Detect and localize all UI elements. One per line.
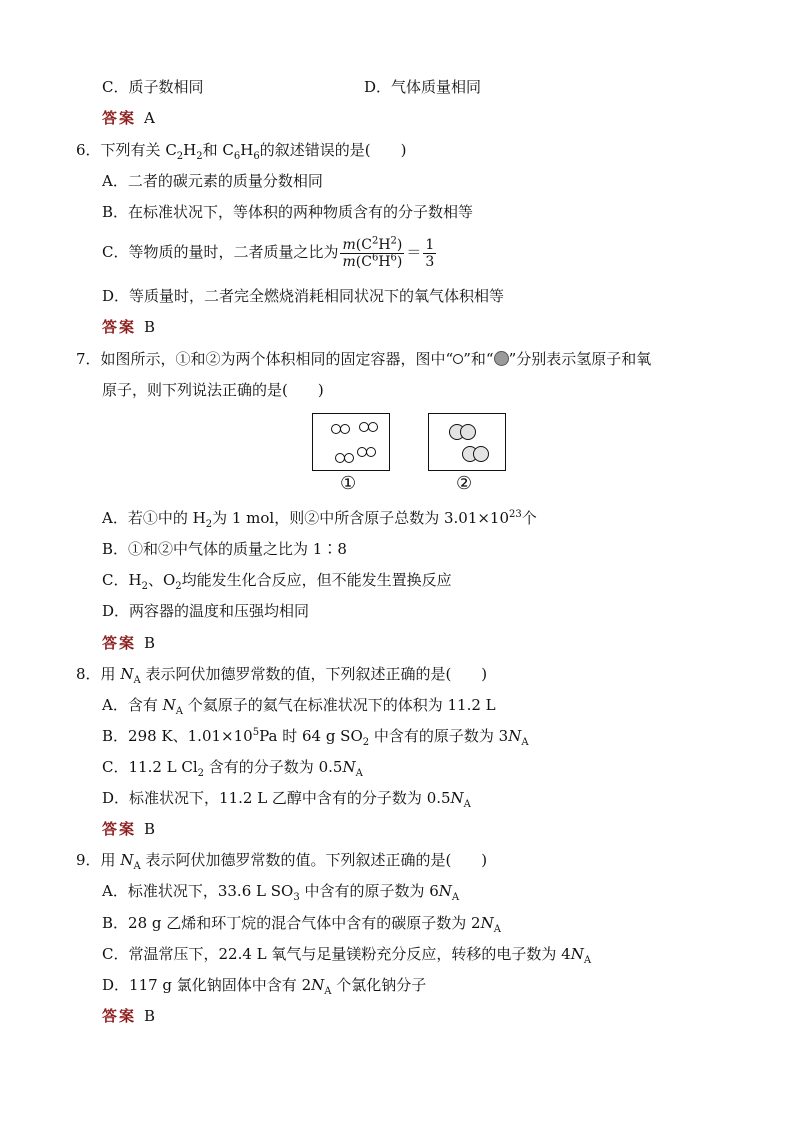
q9-stem: 9．用 $N_A$ 表示阿伏加德罗常数的值。下列叙述正确的是( ) xyxy=(76,851,488,872)
q8-option-c: C．11.2 L $Cl_2$ 含有的分子数为 $0.5N_A$ xyxy=(102,758,363,779)
hydrogen-atom xyxy=(344,453,354,463)
container-2 xyxy=(428,413,506,471)
q9-option-a: A．标准状况下，33.6 L $SO_3$ 中含有的原子数为 $6N_A$ xyxy=(102,882,460,903)
q5-answer xyxy=(102,108,155,128)
ratio-value-fraction: $\frac{1}{3}$ xyxy=(425,236,435,270)
q6-option-d: D．等质量时，二者完全燃烧消耗相同状况下的氧气体积相等 xyxy=(102,287,505,305)
hydrogen-atom-icon xyxy=(453,354,463,364)
container-1-label: ① xyxy=(340,473,357,494)
answer-label: 答案 xyxy=(102,634,137,652)
oxygen-atom xyxy=(460,424,476,440)
q6-stem: 6．下列有关 $C_2H_2$和 $C_6H_6$的叙述错误的是( ) xyxy=(76,141,407,162)
mass-ratio-fraction: $\frac{m(C^2H^2)}{m(C^6H^6)}$ xyxy=(342,234,403,270)
hydrogen-atom xyxy=(368,422,378,432)
answer-label: 答案 xyxy=(102,318,137,336)
q9-option-b: B．28 g 乙烯和环丁烷的混合气体中含有的碳原子数为 $2N_A$ xyxy=(102,914,501,935)
q6-option-a: A．二者的碳元素的质量分数相同 xyxy=(102,172,323,190)
q9-answer xyxy=(102,1006,155,1026)
answer-label: 答案 xyxy=(102,820,137,838)
hydrogen-atom xyxy=(340,424,350,434)
answer-label: 答案 xyxy=(102,1007,137,1025)
q6-option-b: B．在标准状况下，等体积的两种物质含有的分子数相等 xyxy=(102,203,474,221)
q6-answer xyxy=(102,317,155,337)
container-1 xyxy=(312,413,390,471)
q5-option-d: D．气体质量相同 xyxy=(364,78,482,96)
q8-option-a: A．含有 $N_A$ 个氦原子的氦气在标准状况下的体积为 11.2 L xyxy=(102,696,496,717)
answer-value: B xyxy=(144,318,156,336)
q9-option-d: D．117 g 氯化钠固体中含有 $2N_A$ 个氯化钠分子 xyxy=(102,976,427,997)
q7-option-a: A．若①中的 $H_2$为 1 mol，则②中所含原子总数为 $3.01\times 10^{23}$个 xyxy=(102,509,537,530)
oxygen-atom xyxy=(473,446,489,462)
answer-value: B xyxy=(144,1007,156,1025)
q7-answer xyxy=(102,633,155,653)
answer-label: 答案 xyxy=(102,109,137,127)
q7-option-d: D．两容器的温度和压强均相同 xyxy=(102,602,310,620)
q5-option-c: C．质子数相同 xyxy=(102,78,204,96)
answer-value: A xyxy=(144,109,155,127)
q8-stem: 8．用 $N_A$ 表示阿伏加德罗常数的值，下列叙述正确的是( ) xyxy=(76,665,488,686)
q7-option-b: B．①和②中气体的质量之比为 1∶8 xyxy=(102,540,347,558)
q7-option-c: C．$H_2$、$O_2$均能发生化合反应，但不能发生置换反应 xyxy=(102,571,452,592)
q8-option-b: B．298 K、$1.01\times 10^5Pa$ 时 64 g $SO_2$ 中含有的原子数为 $3N_A$ xyxy=(102,727,529,748)
q8-answer xyxy=(102,819,155,839)
answer-value: B xyxy=(144,634,156,652)
q9-option-c: C．常温常压下，22.4 L 氧气与足量镁粉充分反应，转移的电子数为 $4N_A$ xyxy=(102,945,592,966)
q6-option-c: C．等物质的量时，二者质量之比为 $\frac{m(C^2H^2)}{m(C^6H^6)}$ ＝ $\frac{1}{3}$ xyxy=(102,234,435,270)
q7-stem-line2: 原子，则下列说法正确的是( ) xyxy=(102,381,324,399)
container-2-label: ② xyxy=(456,473,473,494)
hydrogen-atom xyxy=(366,447,376,457)
q7-stem-line1: 7．如图所示，①和②为两个体积相同的固定容器，图中“ ”和“ ”分别表示氢原子和氧 xyxy=(76,350,652,368)
answer-value: B xyxy=(144,820,156,838)
oxygen-atom-icon xyxy=(494,351,509,366)
q8-option-d: D．标准状况下，11.2 L 乙醇中含有的分子数为 $0.5N_A$ xyxy=(102,789,471,810)
